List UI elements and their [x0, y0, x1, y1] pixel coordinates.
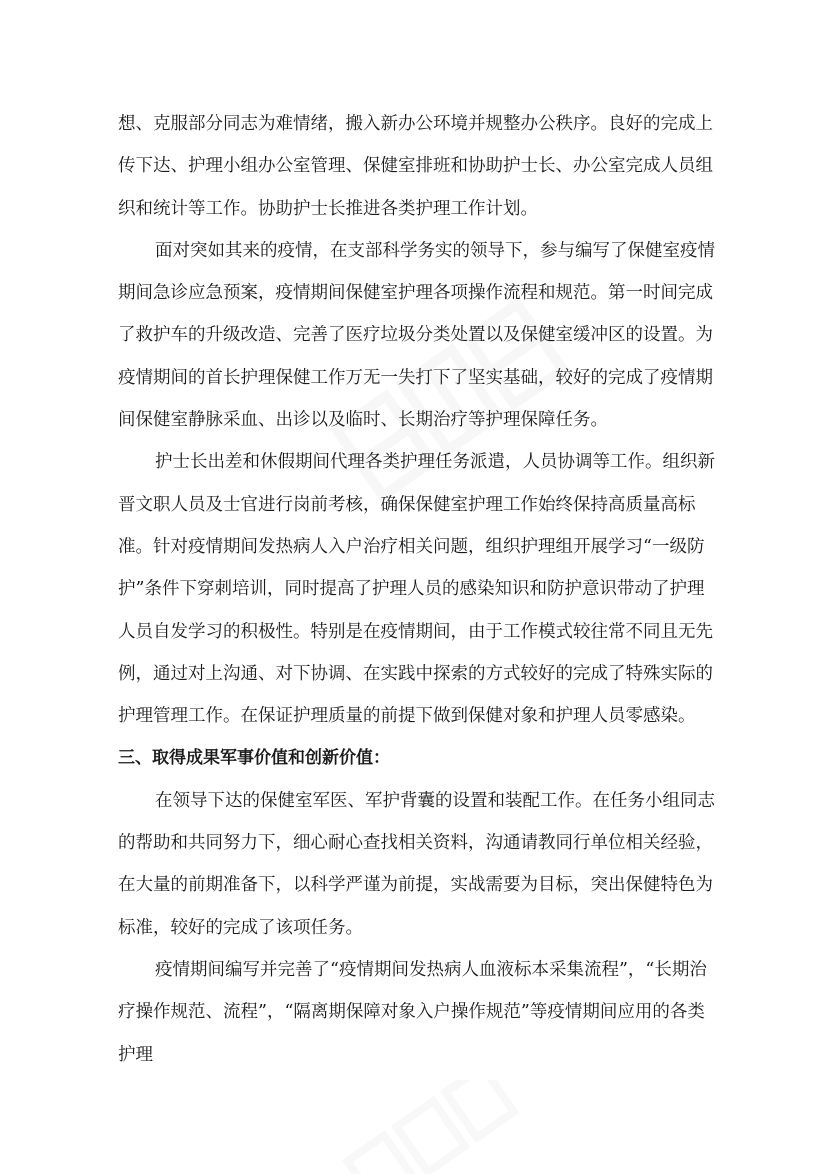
paragraph-4: 在领导下达的保健室军医、军护背囊的设置和装配工作。在任务小组同志的帮助和共同努力下，细心耐心查找相关资料，沟通请教同行单位相关经验，在大量的前期准备下，以科学严谨为前提，实战需要为目标，突出保健特色为标准，较好的完成了该项任务。	[118, 790, 715, 938]
watermark-logo-bottom-icon	[330, 1080, 530, 1174]
paragraph-3: 护士长出差和休假期间代理各类护理任务派遣，人员协调等工作。组织新晋文职人员及士官进行岗前考核，确保保健室护理工作始终保持高质量高标准。针对疫情期间发热病人入户治疗相关问题，组织护理组开展学习“一级防护”条件下穿刺培训，同时提高了护理人员的感染知识和防护意识带动了护理人员自发学习的积极性。特别是在疫情期间，由于工作模式较往常不同且无先例，通过对上沟通、对下协调、在实践中探索的方式较好的完成了特殊实际的护理管理工作。在保证护理质量的前提下做到保健对象和护理人员零感染。	[118, 452, 715, 727]
paragraph-1: 想、克服部分同志为难情绪，搬入新办公环境并规整办公秩序。良好的完成上传下达、护理小组办公室管理、保健室排班和协助护士长、办公室完成人员组织和统计等工作。协助护士长推进各类护理工作计划。	[118, 114, 713, 219]
section-heading: 三、取得成果军事价值和创新价值：	[118, 748, 390, 769]
paragraph-2: 面对突如其来的疫情，在支部科学务实的领导下，参与编写了保健室疫情期间急诊应急预案，疫情期间保健室护理各项操作流程和规范。第一时间完成了救护车的升级改造、完善了医疗垃圾分类处置以及保健室缓冲区的设置。为疫情期间的首长护理保健工作万无一失打下了坚实基础，较好的完成了疫情期间保健室静脉采血、出诊以及临时、长期治疗等护理保障任务。	[118, 240, 715, 431]
document-body	[118, 103, 718, 1076]
paragraph-5: 疫情期间编写并完善了“疫情期间发热病人血液标本采集流程”，“长期治疗操作规范、流程”，“隔离期保障对象入户操作规范”等疫情期间应用的各类护理	[118, 959, 707, 1065]
